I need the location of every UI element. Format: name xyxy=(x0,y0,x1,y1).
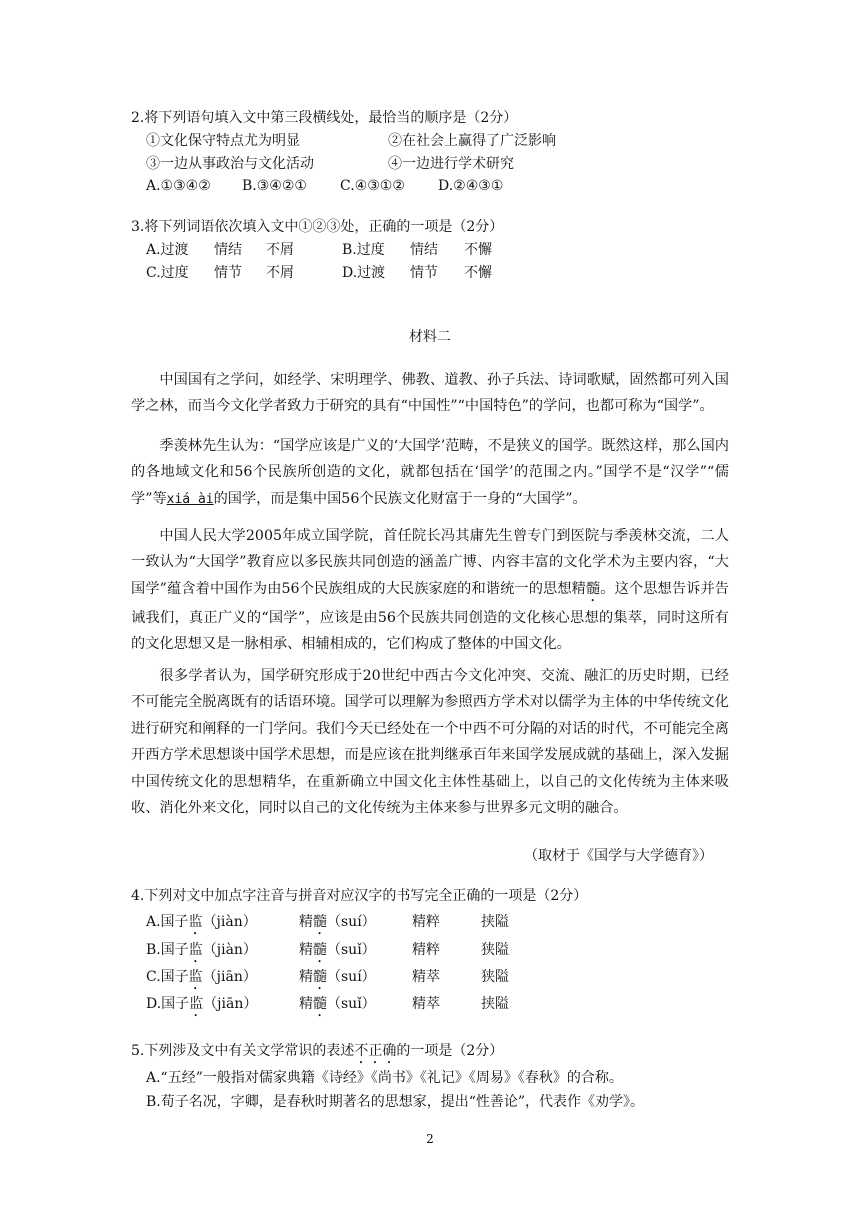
material2-paragraph-3 xyxy=(131,523,729,658)
q4-d-dot2: 髓 xyxy=(313,996,327,1012)
paragraph-2-text-b: 的国学，而是集中国56个民族文化财富于一身的“大国学”。 xyxy=(213,490,587,507)
q5-title xyxy=(131,1041,503,1067)
q4-a-pinyin2: （suí） xyxy=(327,914,376,930)
q2-option-b: B.③④②① xyxy=(242,178,307,194)
q3-option-c-1: C.过度 xyxy=(146,265,189,281)
q2-item-1: ①文化保守特点尤为明显 xyxy=(146,133,300,149)
q3-option-b-1: B.过度 xyxy=(342,242,385,258)
q4-b-pinyin1: （jiàn） xyxy=(202,942,257,958)
page-number: 2 xyxy=(426,1132,434,1146)
q4-option-d-word3: 精萃 xyxy=(412,996,440,1012)
q4-d-dot1: 监 xyxy=(189,996,204,1012)
q4-option-c-word1 xyxy=(146,967,257,993)
paragraph-3-text-a: 中国人民大学2005年成立国学院，首任院长冯其庸先生曾专门到医院与季羡林交流，二人一致认为“大国学”教育应以多民族共同创造的涵盖广博、内容丰富的文化学术为主要内容，“大国学”蕴含着中国作为由56个民族组成的大民族家庭的和谐统一的思想精 xyxy=(131,528,729,597)
q4-a-w2: 精 xyxy=(299,914,313,930)
q3-option-a-2: 情结 xyxy=(214,242,242,258)
q3-option-b-2: 情结 xyxy=(410,242,438,258)
q4-a-pinyin1: （jiàn） xyxy=(202,914,257,930)
q4-b-dot2: 髓 xyxy=(313,942,327,958)
q4-option-b-word4: 狭隘 xyxy=(481,942,509,958)
q4-a-prefix: A.国子 xyxy=(146,914,189,930)
q2-item-4: ④一边进行学术研究 xyxy=(388,156,514,172)
material2-paragraph-1: 中国国有之学问，如经学、宋明理学、佛教、道教、孙子兵法、诗词歌赋，固然都可列入国学之林，而当今文化学者致力于研究的具有“中国性”“中国特色”的学问，也都可称为“国学”。 xyxy=(131,372,729,415)
q4-option-b-word2 xyxy=(299,940,376,966)
dotted-char: 髓 xyxy=(585,580,601,597)
q5-title-a: 5.下列涉及文中有关文学常识的表述 xyxy=(131,1043,355,1059)
q4-c-prefix: C.国子 xyxy=(146,969,189,985)
q4-c-pinyin2: （suí） xyxy=(327,969,376,985)
q2-item-2: ②在社会上赢得了广泛影响 xyxy=(388,133,556,149)
q3-option-c-3: 不屑 xyxy=(266,265,294,281)
q4-option-a-word4: 挟隘 xyxy=(481,914,509,930)
q3-option-c-2: 情节 xyxy=(214,265,242,281)
q3-option-d-2: 情节 xyxy=(410,265,438,281)
q4-option-c-word2 xyxy=(299,967,376,993)
q4-d-prefix: D.国子 xyxy=(146,996,190,1012)
q5-option-a: A.“五经”一般指对儒家典籍《诗经》《尚书》《礼记》《周易》《春秋》的合称。 xyxy=(146,1070,623,1086)
q2-option-a: A.①③④② xyxy=(146,178,211,194)
q4-b-pinyin2: （suǐ） xyxy=(327,942,376,958)
q3-title: 3.将下列词语依次填入文中①②③处，正确的一项是（2分） xyxy=(131,219,504,235)
q4-d-pinyin1: （jiān） xyxy=(203,996,258,1012)
material2-paragraph-4: 很多学者认为，国学研究形成于20世纪中西古今文化冲突、交流、融汇的历史时期，已经不可能完全脱离既有的话语环境。国学可以理解为参照西方学术对以儒学为主体的中华传统文化进行研究和阐释的一门学问。我们今天已经处在一个中西不可分隔的对话的时代，不可能完全离开西方学术思想谈中国学术思想，而是应该在批判继承百年来国学发展成就的基础上，深入发掘中国传统文化的思想精华，在重新确立中国文化主体性基础上，以自己的文化传统为主体来吸收、消化外来文化，同时以自己的文化传统为主体来参与世界多元文明的融合。 xyxy=(131,668,729,817)
q4-a-dot1: 监 xyxy=(188,914,203,930)
q3-option-a-1: A.过渡 xyxy=(146,242,189,258)
paragraph-3-text-b: 。这个思想告诉并告诫我们，真正广义的“国学”，应该是由56个民族共同创造的文化核心思想的集萃，同时这所有的文化思想又是一脉相承、相辅相成的，它们构成了整体的中国文化。 xyxy=(131,580,729,653)
material2-paragraph-2 xyxy=(131,433,729,513)
q4-c-w2: 精 xyxy=(299,969,313,985)
q4-option-b-word3: 精粹 xyxy=(412,942,440,958)
q4-b-prefix: B.国子 xyxy=(146,942,189,958)
q2-item-3: ③一边从事政治与文化活动 xyxy=(146,156,314,172)
q2-title: 2.将下列语句填入文中第三段横线处，最恰当的顺序是（2分） xyxy=(131,110,518,126)
q4-b-dot1: 监 xyxy=(188,942,203,958)
material2-heading: 材料二 xyxy=(409,329,451,345)
q4-option-a-word1 xyxy=(146,912,257,938)
q4-option-d-word4: 挟隘 xyxy=(481,996,509,1012)
q3-option-d-3: 不懈 xyxy=(464,265,492,281)
q4-option-b-word1 xyxy=(146,940,257,966)
q2-option-d: D.②④③① xyxy=(438,178,504,194)
q5-title-emphasis: 不正确 xyxy=(354,1043,397,1059)
paragraph-2-text-a: 季羡林先生认为：“国学应该是广义的‘大国学’范畴，不是狭义的国学。既然这样，那么国内的各地域文化和56个民族所创造的文化，就都包括在‘国学’的范围之内。”国学不是“汉学”“儒学”等 xyxy=(131,438,729,507)
q5-title-b: 的一项是（2分） xyxy=(396,1043,504,1059)
q4-a-dot2: 髓 xyxy=(313,914,327,930)
q4-option-a-word2 xyxy=(299,912,376,938)
q4-c-pinyin1: （jiān） xyxy=(202,969,257,985)
pinyin-blank: xiá ài xyxy=(166,491,214,507)
q5-option-b: B.荀子名况，字卿，是春秋时期著名的思想家，提出“性善论”，代表作《劝学》。 xyxy=(146,1094,645,1110)
q4-c-dot2: 髓 xyxy=(313,969,327,985)
q4-option-c-word3: 精萃 xyxy=(412,969,440,985)
q4-d-w2: 精 xyxy=(299,996,313,1012)
q4-option-d-word2 xyxy=(299,994,376,1020)
q3-option-a-3: 不屑 xyxy=(266,242,294,258)
q4-option-d-word1 xyxy=(146,994,257,1020)
q4-option-a-word3: 精粹 xyxy=(412,914,440,930)
source-citation: （取材于《国学与大学德育》） xyxy=(524,848,713,864)
q4-b-w2: 精 xyxy=(299,942,313,958)
q3-option-d-1: D.过渡 xyxy=(342,265,386,281)
q4-title: 4.下列对文中加点字注音与拼音对应汉字的书写完全正确的一项是（2分） xyxy=(131,888,588,904)
q3-option-b-3: 不懈 xyxy=(464,242,492,258)
q4-d-pinyin2: （suǐ） xyxy=(327,996,376,1012)
q2-option-c: C.④③①② xyxy=(340,178,405,194)
q4-option-c-word4: 狭隘 xyxy=(481,969,509,985)
q4-c-dot1: 监 xyxy=(188,969,203,985)
